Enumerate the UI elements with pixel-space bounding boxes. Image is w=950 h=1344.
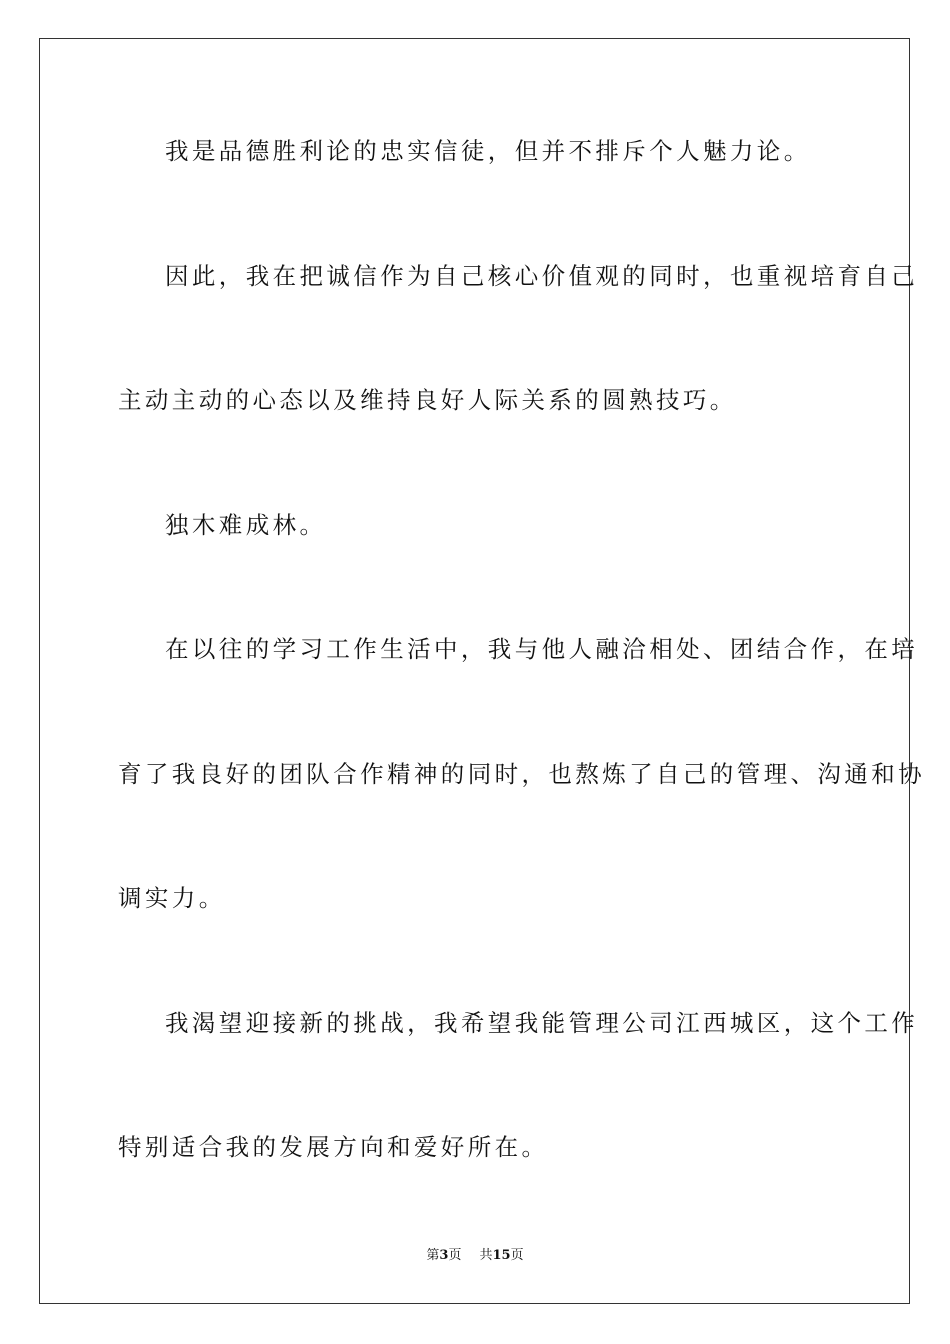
paragraph-line: 调实力。	[118, 884, 226, 912]
paragraph-line: 育了我良好的团队合作精神的同时，也熬炼了自己的管理、沟通和协	[118, 760, 925, 788]
page-total-prefix: 共	[479, 1248, 493, 1263]
page-total-count: 15	[492, 1248, 511, 1263]
page-number-prefix: 第	[426, 1248, 440, 1263]
paragraph-line: 特别适合我的发展方向和爱好所在。	[118, 1133, 549, 1161]
page-number-suffix: 页	[448, 1248, 462, 1263]
paragraph-line: 我渴望迎接新的挑战，我希望我能管理公司江西城区，这个工作	[165, 1009, 919, 1037]
paragraph-line: 在以往的学习工作生活中，我与他人融洽相处、团结合作，在培	[165, 635, 919, 663]
page-footer	[0, 1247, 950, 1265]
page-total-suffix: 页	[510, 1248, 524, 1263]
page-frame	[39, 38, 925, 1304]
paragraph-line: 独木难成林。	[165, 511, 327, 539]
paragraph-line: 我是品德胜利论的忠实信徒，但并不排斥个人魅力论。	[165, 137, 811, 165]
paragraph-line: 因此，我在把诚信作为自己核心价值观的同时，也重视培育自己	[165, 262, 919, 290]
paragraph-line: 主动主动的心态以及维持良好人际关系的圆熟技巧。	[118, 386, 737, 414]
page-number-current: 3	[439, 1248, 449, 1263]
